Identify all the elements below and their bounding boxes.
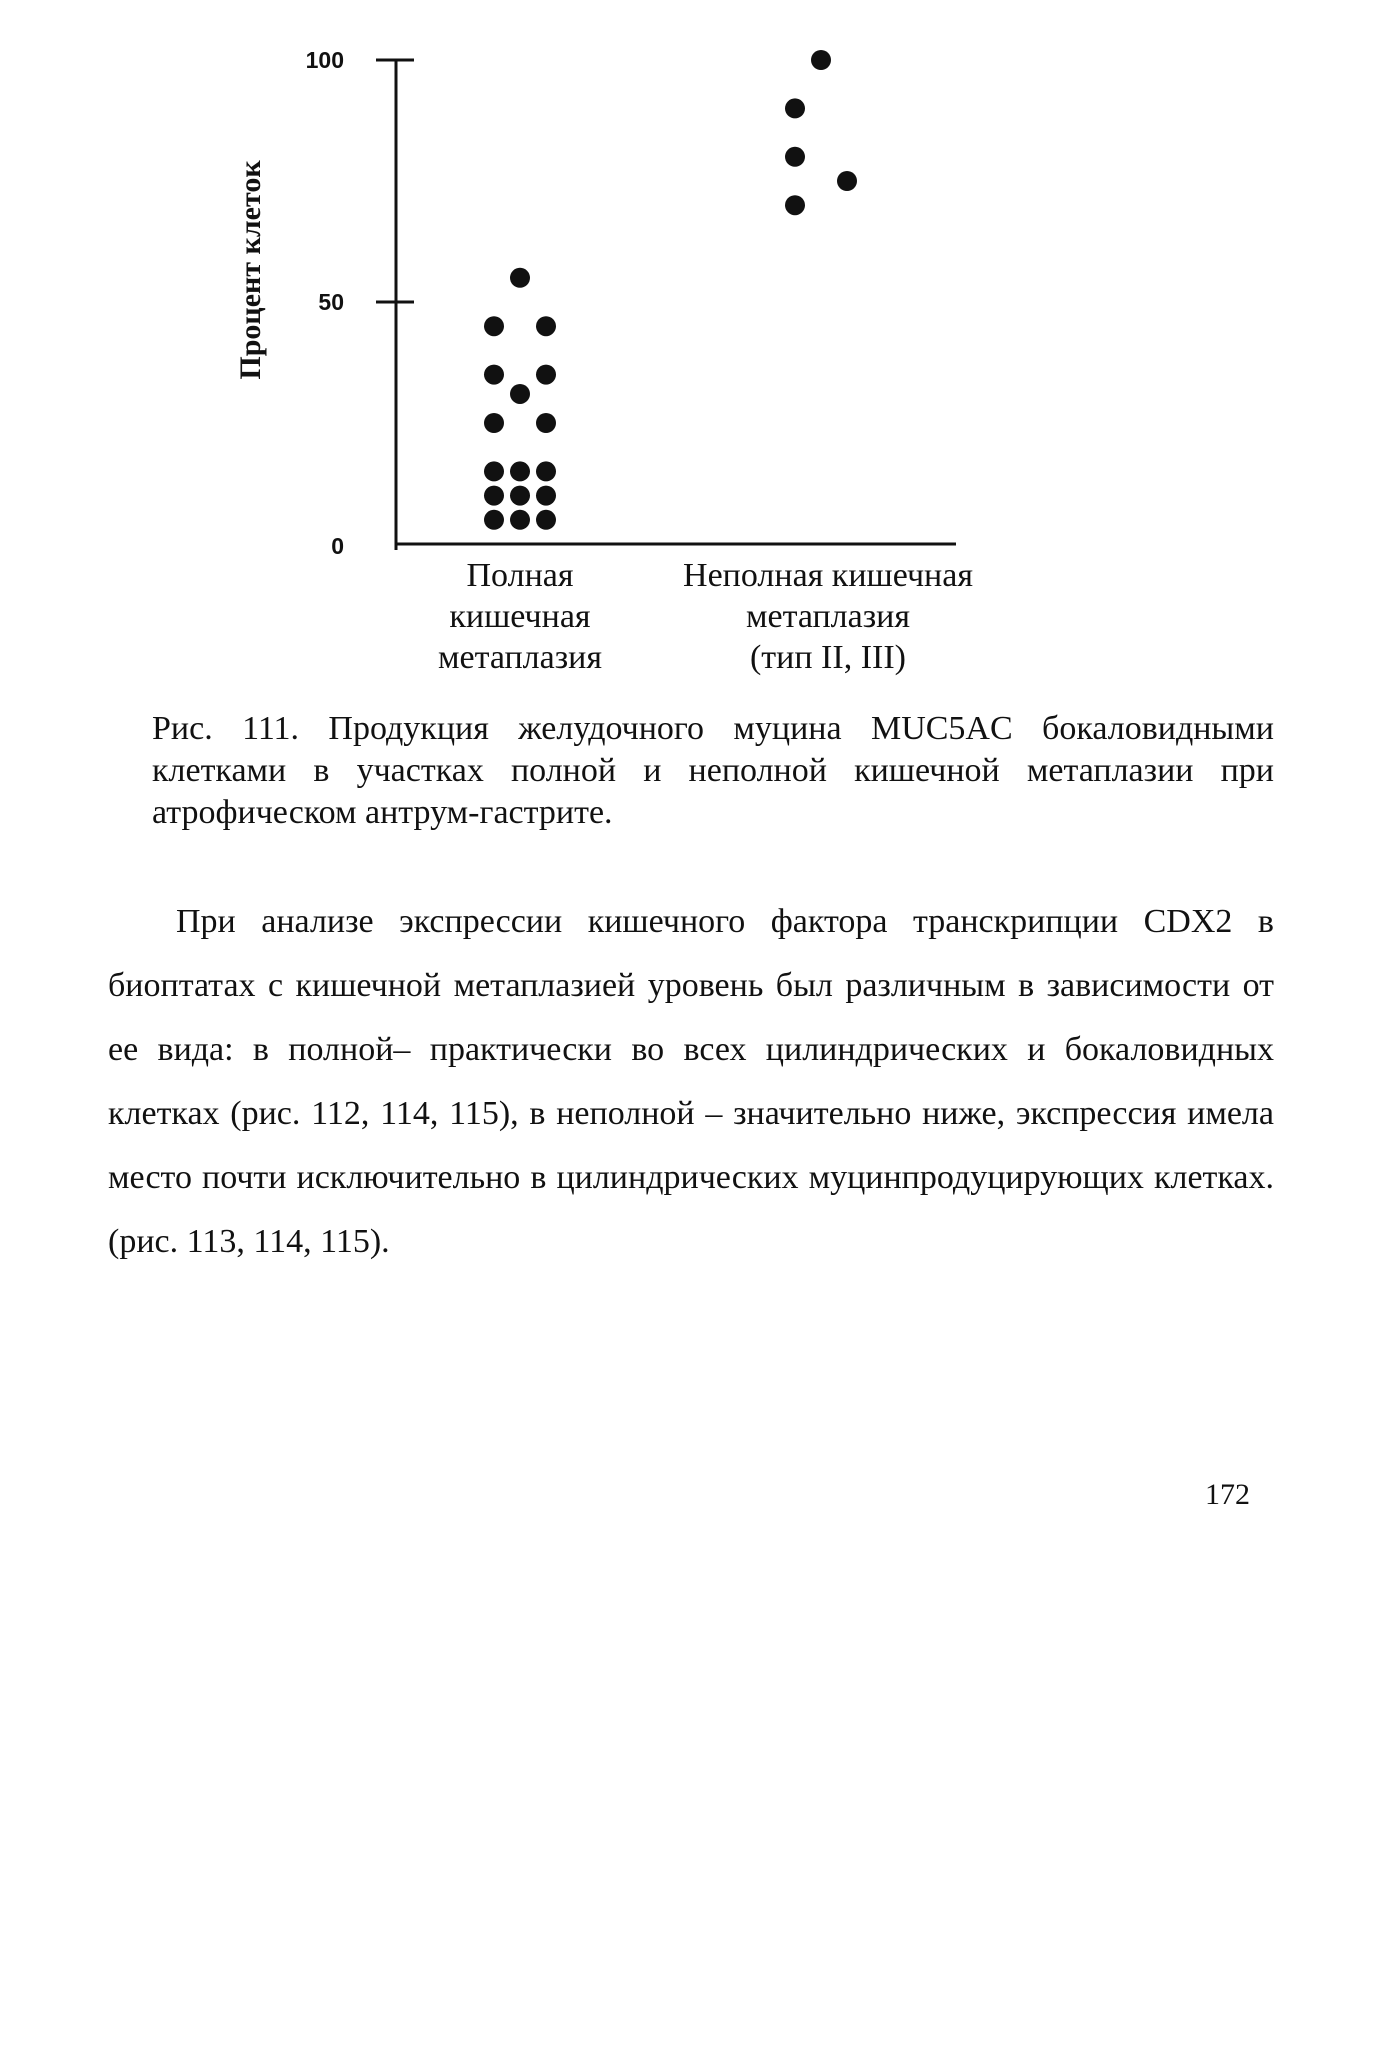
data-point xyxy=(510,384,530,404)
data-point xyxy=(785,147,805,167)
data-point xyxy=(785,195,805,215)
data-point xyxy=(837,171,857,191)
data-point xyxy=(484,486,504,506)
y-axis-title: Процент клеток xyxy=(234,160,267,380)
data-point xyxy=(811,50,831,70)
y-tick-label: 100 xyxy=(305,47,344,73)
category-label: метаплазия xyxy=(437,639,603,676)
data-point xyxy=(484,365,504,385)
data-point xyxy=(510,486,530,506)
category-label: Полная xyxy=(466,557,574,594)
data-point xyxy=(536,510,556,530)
data-point xyxy=(484,461,504,481)
category-label: кишечная xyxy=(449,598,591,635)
body-paragraph: При анализе экспрессии кишечного фактора транскрипции CDX2 в биоптатах с кишечной метаплазией уровень был различным в зависимости от ее вида: в полной– практически во всех цилиндрических и бокаловидных клетках (рис. 112, 114, 115), в неполной – значительно ниже, экспрессия имела место почти исключительно в цилиндрических муцинпродуцирующих клетках. (рис. 113, 114, 115). xyxy=(108,903,1274,1260)
figure-caption: Рис. 111. Продукция желудочного муцина MUC5AC бокаловидными клетками в участках полной и неполной кишечной метаплазии при атрофическом антрум-гастрите. xyxy=(152,710,1274,831)
category-label: Неполная кишечная xyxy=(683,557,973,594)
data-point xyxy=(484,413,504,433)
body-paragraph-block xyxy=(108,890,1274,1274)
category-label: (тип II, III) xyxy=(749,639,907,676)
data-point xyxy=(510,510,530,530)
category-label: метаплазия xyxy=(745,598,911,635)
data-point xyxy=(484,316,504,336)
data-point xyxy=(536,486,556,506)
page-number: 172 xyxy=(1205,1478,1250,1511)
y-tick-label: 0 xyxy=(331,533,344,559)
data-points xyxy=(484,50,857,530)
data-point xyxy=(484,510,504,530)
category-labels xyxy=(438,557,973,676)
y-ticks xyxy=(306,47,414,559)
data-point xyxy=(536,316,556,336)
data-point xyxy=(510,268,530,288)
data-point xyxy=(536,461,556,481)
data-point xyxy=(510,461,530,481)
scatter-chart xyxy=(220,20,1000,700)
data-point xyxy=(536,365,556,385)
y-tick-label: 50 xyxy=(318,289,344,315)
data-point xyxy=(536,413,556,433)
data-point xyxy=(785,98,805,118)
